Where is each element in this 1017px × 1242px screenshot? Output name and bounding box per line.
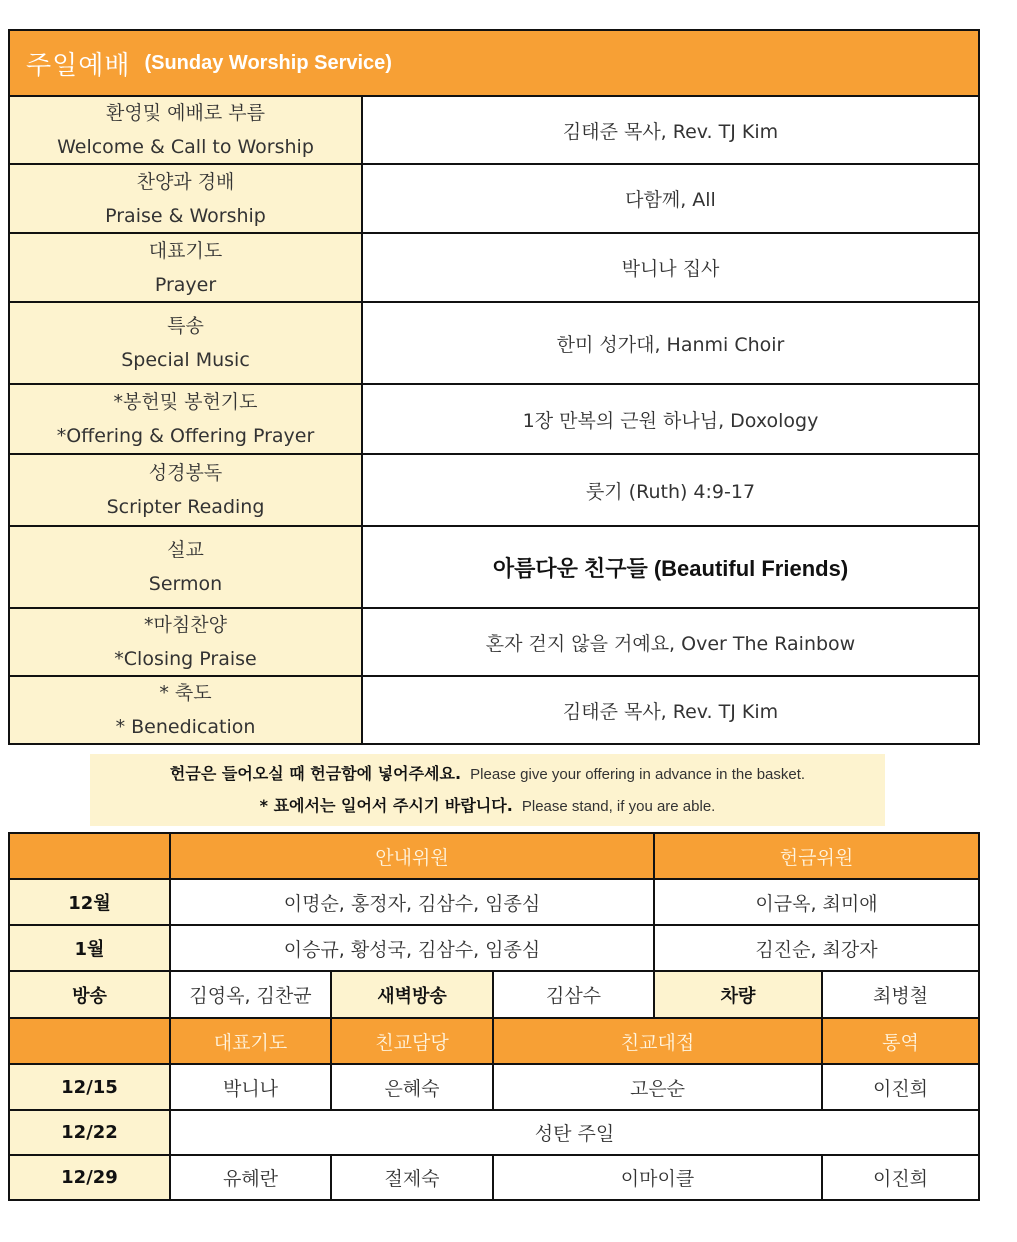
service-value: 다함께, All [625,189,716,211]
service-row [10,165,978,234]
notice-line-1 [170,758,805,790]
service-value: 김태준 목사, Rev. TJ Kim [562,700,779,723]
service-row [10,97,978,165]
service-value: 룻기 (Ruth) 4:9-17 [585,480,756,503]
service-row [10,455,978,527]
label-en: Welcome & Call to Worship [57,136,314,158]
label-ko: 찬양과 경배 [136,170,235,193]
label-en: *Offering & Offering Prayer [56,425,315,447]
week-date: 12/29 [10,1156,171,1199]
label-ko: *봉헌및 봉헌기도 [113,391,258,413]
service-row [10,234,978,303]
notice-line-1-ko: 헌금은 들어오실 때 헌금함에 넣어주세요. [169,764,462,783]
dawn-broadcast-label: 새벽방송 [332,972,494,1019]
vehicle-label: 차량 [655,972,823,1019]
week-prayer: 박니나 [171,1065,332,1111]
service-label [10,303,363,383]
month-offering: 김진순, 최강자 [655,926,978,972]
service-label [10,165,363,232]
service-row [10,677,978,743]
service-label [10,385,363,453]
worship-service-table [8,29,980,745]
notice-line-2-en: Please stand, if you are able. [521,798,716,815]
label-en: Praise & Worship [105,204,266,227]
label-ko: 성경봉독 [148,462,223,484]
service-value: 1장 만복의 근원 하나님, Doxology [522,409,819,432]
week-date: 12/22 [10,1111,171,1156]
notice-line-2-ko: * 표에서는 일어서 주시기 바랍니다. [259,796,513,815]
month-ushers: 이명순, 홍정자, 김삼수, 임종심 [171,880,655,926]
month-offering: 이금옥, 최미애 [655,880,978,926]
dawn-broadcast-value: 김삼수 [494,972,655,1019]
service-value: 혼자 걷지 않을 거예요, Over The Rainbow [485,632,856,655]
service-title-bar [10,31,978,97]
service-row [10,303,978,385]
label-ko: *마침찬양 [144,614,227,636]
label-en: Sermon [148,573,223,595]
week-date: 12/15 [10,1065,171,1111]
header-fellowship: 친교담당 [332,1019,494,1065]
service-label [10,527,363,607]
service-label [10,677,363,743]
roster-corner-1 [10,834,171,880]
service-value: 한미 성가대, Hanmi Choir [556,333,785,356]
label-ko: 설교 [167,539,204,561]
volunteer-roster-table [8,832,980,1201]
label-ko: 환영및 예배로 부름 [106,102,265,124]
service-row [10,527,978,609]
week-interpret: 이진희 [823,1156,978,1199]
header-ushers: 안내위원 [171,834,655,880]
service-label [10,234,363,301]
label-ko: 특송 [167,315,204,337]
label-en: * Benedication [115,716,256,738]
header-interpret: 통역 [823,1019,978,1065]
week-fellowship: 절제숙 [332,1156,494,1199]
service-title-en: (Sunday Worship Service) [144,51,392,74]
week-hosting: 이마이클 [494,1156,823,1199]
label-en: Special Music [121,349,250,371]
service-value: 김태준 목사, Rev. TJ Kim [562,120,779,143]
header-offering: 헌금위원 [655,834,978,880]
notice-line-1-en: Please give your offering in advance in the basket. [470,766,806,783]
week-fellowship: 은혜숙 [332,1065,494,1111]
month-label: 1월 [10,926,171,972]
vehicle-value: 최병철 [823,972,978,1019]
service-row [10,385,978,455]
label-en: *Closing Praise [114,648,257,670]
label-en: Prayer [154,273,217,296]
service-label [10,97,363,163]
service-value: 박니나 집사 [621,258,720,280]
roster-corner-2 [10,1019,171,1065]
notice-line-2 [260,790,716,822]
service-label [10,455,363,525]
label-ko: * 축도 [159,682,212,704]
week-special: 성탄 주일 [171,1111,978,1156]
sermon-title: 아름다운 친구들 (Beautiful Friends) [492,555,849,581]
week-interpret: 이진희 [823,1065,978,1111]
month-label: 12월 [10,880,171,926]
service-row [10,609,978,677]
offering-notice [90,754,885,826]
broadcast-value: 김영옥, 김찬균 [171,972,332,1019]
month-ushers: 이승규, 황성국, 김삼수, 임종심 [171,926,655,972]
service-label [10,609,363,675]
week-hosting: 고은순 [494,1065,823,1111]
service-title-ko: 주일예배 [26,50,131,81]
week-prayer: 유혜란 [171,1156,332,1199]
label-ko: 대표기도 [148,239,223,262]
broadcast-label: 방송 [10,972,171,1019]
label-en: Scripter Reading [106,496,265,518]
header-hosting: 친교대접 [494,1019,823,1065]
header-prayer: 대표기도 [171,1019,332,1065]
